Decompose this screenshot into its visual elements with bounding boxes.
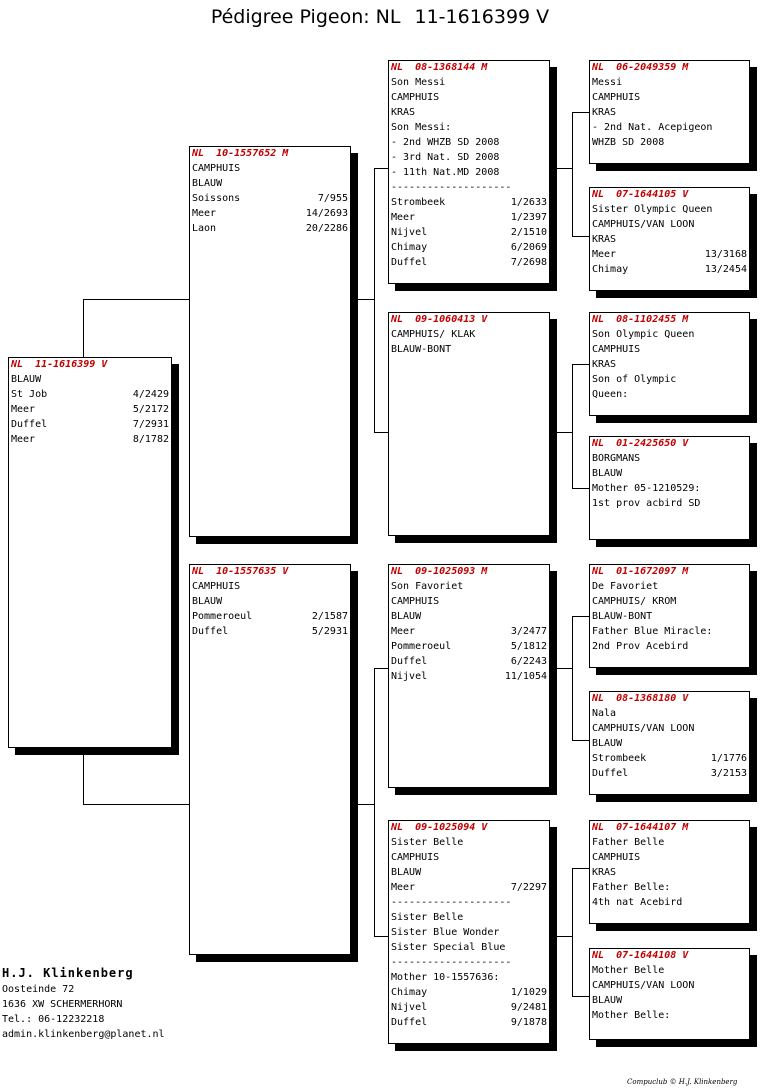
- line-label: Meer: [11, 434, 36, 445]
- line-label: De Favoriet: [592, 581, 659, 592]
- line-label: Son Messi:: [391, 122, 452, 133]
- line-result: 13/2454: [704, 264, 747, 275]
- line-label: Meer: [391, 626, 416, 637]
- line-label: --------------------: [391, 957, 512, 968]
- line-label: CAMPHUIS: [391, 852, 440, 863]
- card-father[interactable]: [189, 146, 351, 537]
- breeder-address: Oosteinde 72: [2, 984, 75, 995]
- line-label: Sister Special Blue: [391, 942, 506, 953]
- line-result: 6/2243: [510, 656, 547, 667]
- ring-number: NL 08-1368144 M: [391, 62, 488, 73]
- line-result: 5/2172: [132, 404, 169, 415]
- card-line: [590, 639, 749, 654]
- title-prefix: Pédigree Pigeon: NL: [210, 6, 401, 28]
- line-label: Son Olympic Queen: [592, 329, 695, 340]
- breeder-city: 1636 XW SCHERMERHORN: [2, 999, 123, 1010]
- connector: [572, 488, 589, 489]
- card-line: [190, 579, 350, 594]
- line-result: 4/2429: [132, 389, 169, 400]
- card-subject[interactable]: [8, 357, 172, 748]
- card-line: [389, 75, 549, 90]
- card-line: [389, 180, 549, 195]
- card-line: [9, 372, 171, 387]
- line-label: Duffel: [592, 768, 629, 779]
- line-result: 9/2481: [510, 1002, 547, 1013]
- connector: [357, 804, 374, 805]
- line-label: Duffel: [11, 419, 48, 430]
- card-line: [389, 327, 549, 342]
- line-label: 2nd Prov Acebird: [592, 641, 689, 652]
- ring-number: NL 09-1025093 M: [391, 566, 488, 577]
- card-line: [590, 865, 749, 880]
- line-label: Meer: [592, 249, 617, 260]
- card-line: [590, 850, 749, 865]
- line-label: CAMPHUIS: [192, 581, 241, 592]
- line-label: Father Blue Miracle:: [592, 626, 713, 637]
- line-label: - 2nd Nat. Acepigeon: [592, 122, 713, 133]
- line-label: Meer: [11, 404, 36, 415]
- card-line: [590, 481, 749, 496]
- card-line: [389, 835, 549, 850]
- card-line: [389, 925, 549, 940]
- card-line: [590, 387, 749, 402]
- line-label: Father Belle:: [592, 882, 671, 893]
- line-result: 1/1029: [510, 987, 547, 998]
- card-line: [590, 327, 749, 342]
- line-result: 6/2069: [510, 242, 547, 253]
- line-result: 11/1054: [504, 671, 547, 682]
- connector: [572, 740, 589, 741]
- card-line: [389, 105, 549, 120]
- connector: [374, 432, 388, 433]
- line-label: Pommeroeul: [192, 611, 253, 622]
- line-label: Nijvel: [391, 1002, 428, 1013]
- breeder-info: [2, 964, 165, 1042]
- card-line: [590, 895, 749, 910]
- line-label: Duffel: [391, 257, 428, 268]
- card-fmm[interactable]: [589, 436, 750, 540]
- ring-number: NL 07-1644107 M: [592, 822, 689, 833]
- card-line: [590, 217, 749, 232]
- line-label: KRAS: [592, 359, 617, 370]
- card-line: [590, 751, 749, 766]
- ring-number: NL 11-1616399 V: [11, 359, 108, 370]
- line-label: BLAUW-BONT: [391, 344, 452, 355]
- card-mfm[interactable]: [589, 691, 750, 795]
- card-line: [590, 135, 749, 150]
- line-label: CAMPHUIS/VAN LOON: [592, 219, 695, 230]
- ring-number: NL 08-1368180 V: [592, 693, 689, 704]
- card-line: [389, 90, 549, 105]
- line-label: Strombeek: [592, 753, 647, 764]
- line-label: - 3rd Nat. SD 2008: [391, 152, 500, 163]
- line-label: Son Favoriet: [391, 581, 464, 592]
- card-mff[interactable]: [589, 564, 750, 668]
- connector: [374, 668, 375, 936]
- breeder-name: H.J. Klinkenberg: [2, 966, 134, 980]
- footer-credit: Compuclub © H.J. Klinkenberg: [627, 1078, 738, 1086]
- card-line: [389, 955, 549, 970]
- card-line: [389, 135, 549, 150]
- line-label: CAMPHUIS/VAN LOON: [592, 980, 695, 991]
- card-line: [389, 240, 549, 255]
- card-line: [590, 357, 749, 372]
- line-label: Nijvel: [391, 671, 428, 682]
- card-line: [389, 1015, 549, 1030]
- line-label: --------------------: [391, 182, 512, 193]
- line-label: 1st prov acbird SD: [592, 498, 701, 509]
- line-result: 20/2286: [305, 223, 348, 234]
- card-line: [590, 579, 749, 594]
- card-fff[interactable]: [589, 60, 750, 164]
- line-result: 2/1510: [510, 227, 547, 238]
- card-line: [389, 579, 549, 594]
- line-result: 2/1587: [311, 611, 348, 622]
- card-line: [190, 609, 350, 624]
- connector: [556, 432, 572, 433]
- line-label: Messi: [592, 77, 623, 88]
- card-fm[interactable]: [388, 312, 550, 536]
- line-label: St Job: [11, 389, 48, 400]
- line-label: KRAS: [592, 867, 617, 878]
- card-line: [389, 970, 549, 985]
- card-line: [389, 865, 549, 880]
- line-label: Meer: [391, 882, 416, 893]
- connector: [83, 299, 84, 357]
- card-mf[interactable]: [388, 564, 550, 788]
- line-label: BLAUW: [592, 468, 623, 479]
- line-result: 5/1812: [510, 641, 547, 652]
- connector: [572, 996, 589, 997]
- card-line: [389, 639, 549, 654]
- card-line: [389, 1000, 549, 1015]
- line-result: 1/2397: [510, 212, 547, 223]
- ring-number: NL 09-1060413 V: [391, 314, 488, 325]
- card-line: [590, 105, 749, 120]
- card-ff[interactable]: [388, 60, 550, 284]
- connector: [572, 112, 589, 113]
- ring-number: NL 08-1102455 M: [592, 314, 689, 325]
- card-mmm[interactable]: [589, 948, 750, 1040]
- card-line: [389, 255, 549, 270]
- line-result: 7/2931: [132, 419, 169, 430]
- ring-number: NL 10-1557652 M: [192, 148, 289, 159]
- line-label: Sister Olympic Queen: [592, 204, 713, 215]
- card-line: [590, 766, 749, 781]
- line-label: Strombeek: [391, 197, 446, 208]
- line-label: BLAUW: [11, 374, 42, 385]
- line-label: Father Belle: [592, 837, 665, 848]
- line-label: CAMPHUIS: [192, 163, 241, 174]
- line-result: 1/2633: [510, 197, 547, 208]
- line-label: Sister Belle: [391, 912, 464, 923]
- line-result: 13/3168: [704, 249, 747, 260]
- line-label: BLAUW: [192, 596, 223, 607]
- card-ffm[interactable]: [589, 187, 750, 291]
- card-line: [590, 963, 749, 978]
- line-label: Duffel: [391, 656, 428, 667]
- card-fmf[interactable]: [589, 312, 750, 416]
- breeder-email[interactable]: admin.klinkenberg@planet.nl: [2, 1029, 165, 1040]
- card-line: [590, 247, 749, 262]
- connector: [572, 364, 589, 365]
- line-label: - 2nd WHZB SD 2008: [391, 137, 500, 148]
- line-label: CAMPHUIS: [592, 852, 641, 863]
- card-line: [190, 221, 350, 236]
- line-label: KRAS: [592, 234, 617, 245]
- card-line: [190, 191, 350, 206]
- line-label: Soissons: [192, 193, 241, 204]
- card-line: [389, 895, 549, 910]
- line-label: Mother 10-1557636:: [391, 972, 500, 983]
- line-label: Mother 05-1210529:: [592, 483, 701, 494]
- line-result: 7/2698: [510, 257, 547, 268]
- line-label: BLAUW: [391, 611, 422, 622]
- card-line: [590, 706, 749, 721]
- line-label: BLAUW-BONT: [592, 611, 653, 622]
- line-label: Chimay: [391, 242, 428, 253]
- line-label: CAMPHUIS: [391, 596, 440, 607]
- line-result: 3/2477: [510, 626, 547, 637]
- line-label: CAMPHUIS/ KROM: [592, 596, 677, 607]
- connector: [374, 668, 388, 669]
- connector: [556, 668, 572, 669]
- connector: [374, 936, 388, 937]
- line-label: Chimay: [592, 264, 629, 275]
- card-line: [590, 232, 749, 247]
- connector: [374, 168, 375, 432]
- connector: [572, 364, 573, 488]
- line-label: Queen:: [592, 389, 629, 400]
- breeder-tel: Tel.: 06-12232218: [2, 1014, 105, 1025]
- line-result: 5/2931: [311, 626, 348, 637]
- card-line: [590, 594, 749, 609]
- card-line: [590, 721, 749, 736]
- card-line: [590, 835, 749, 850]
- card-line: [190, 206, 350, 221]
- line-label: BLAUW: [592, 995, 623, 1006]
- card-line: [590, 120, 749, 135]
- line-label: Nala: [592, 708, 617, 719]
- card-line: [190, 161, 350, 176]
- line-label: KRAS: [391, 107, 416, 118]
- ring-number: NL 01-2425650 V: [592, 438, 689, 449]
- card-line: [389, 880, 549, 895]
- line-result: 7/2297: [510, 882, 547, 893]
- line-label: Duffel: [391, 1017, 428, 1028]
- card-line: [389, 669, 549, 684]
- card-line: [389, 609, 549, 624]
- card-line: [590, 202, 749, 217]
- card-line: [190, 594, 350, 609]
- title-ring: 11-1616399 V: [414, 6, 550, 28]
- connector: [83, 748, 84, 804]
- card-line: [389, 654, 549, 669]
- card-line: [389, 210, 549, 225]
- ring-number: NL 07-1644108 V: [592, 950, 689, 961]
- card-mmf[interactable]: [589, 820, 750, 924]
- line-label: Meer: [192, 208, 217, 219]
- card-line: [590, 1008, 749, 1023]
- card-line: [590, 736, 749, 751]
- line-label: Mother Belle: [592, 965, 665, 976]
- connector: [83, 804, 189, 805]
- line-label: Son of Olympic: [592, 374, 677, 385]
- card-line: [590, 466, 749, 481]
- card-line: [590, 90, 749, 105]
- line-label: BLAUW: [592, 738, 623, 749]
- line-result: 9/1878: [510, 1017, 547, 1028]
- line-label: --------------------: [391, 897, 512, 908]
- card-mm[interactable]: [388, 820, 550, 1044]
- line-result: 1/1776: [710, 753, 747, 764]
- card-line: [389, 120, 549, 135]
- connector: [374, 168, 388, 169]
- card-line: [389, 225, 549, 240]
- card-line: [389, 195, 549, 210]
- connector: [572, 236, 589, 237]
- card-line: [389, 165, 549, 180]
- card-line: [590, 372, 749, 387]
- page-title: [0, 6, 760, 28]
- line-label: Duffel: [192, 626, 229, 637]
- card-line: [590, 496, 749, 511]
- line-label: Chimay: [391, 987, 428, 998]
- card-line: [389, 985, 549, 1000]
- line-label: Laon: [192, 223, 217, 234]
- line-label: CAMPHUIS/ KLAK: [391, 329, 476, 340]
- card-line: [389, 940, 549, 955]
- line-label: CAMPHUIS: [592, 344, 641, 355]
- line-label: Pommeroeul: [391, 641, 452, 652]
- connector: [572, 616, 589, 617]
- line-label: BLAUW: [391, 867, 422, 878]
- line-label: KRAS: [592, 107, 617, 118]
- ring-number: NL 10-1557635 V: [192, 566, 289, 577]
- card-line: [590, 993, 749, 1008]
- ring-number: NL 01-1672097 M: [592, 566, 689, 577]
- card-line: [590, 880, 749, 895]
- card-line: [190, 624, 350, 639]
- card-line: [389, 910, 549, 925]
- card-line: [590, 978, 749, 993]
- card-line: [389, 624, 549, 639]
- line-label: Meer: [391, 212, 416, 223]
- line-label: Sister Blue Wonder: [391, 927, 500, 938]
- line-label: Son Messi: [391, 77, 446, 88]
- ring-number: NL 07-1644105 V: [592, 189, 689, 200]
- line-result: 8/1782: [132, 434, 169, 445]
- card-mother[interactable]: [189, 564, 351, 955]
- line-label: CAMPHUIS/VAN LOON: [592, 723, 695, 734]
- line-label: - 11th Nat.MD 2008: [391, 167, 500, 178]
- line-result: 7/955: [317, 193, 348, 204]
- connector: [357, 299, 374, 300]
- line-label: Nijvel: [391, 227, 428, 238]
- card-line: [9, 387, 171, 402]
- connector: [572, 616, 573, 740]
- card-line: [590, 342, 749, 357]
- line-result: 3/2153: [710, 768, 747, 779]
- line-label: CAMPHUIS: [592, 92, 641, 103]
- line-label: Mother Belle:: [592, 1010, 671, 1021]
- card-line: [389, 150, 549, 165]
- card-line: [9, 402, 171, 417]
- card-line: [590, 624, 749, 639]
- card-line: [590, 75, 749, 90]
- card-line: [9, 432, 171, 447]
- line-result: 14/2693: [305, 208, 348, 219]
- card-line: [389, 850, 549, 865]
- connector: [572, 868, 573, 996]
- connector: [556, 936, 572, 937]
- connector: [572, 112, 573, 236]
- connector: [83, 299, 189, 300]
- card-line: [590, 609, 749, 624]
- line-label: BLAUW: [192, 178, 223, 189]
- line-label: 4th nat Acebird: [592, 897, 683, 908]
- card-line: [190, 176, 350, 191]
- card-line: [9, 417, 171, 432]
- card-line: [389, 594, 549, 609]
- card-line: [590, 262, 749, 277]
- line-label: BORGMANS: [592, 453, 641, 464]
- line-label: WHZB SD 2008: [592, 137, 665, 148]
- connector: [556, 168, 572, 169]
- card-line: [590, 451, 749, 466]
- card-line: [389, 342, 549, 357]
- ring-number: NL 06-2049359 M: [592, 62, 689, 73]
- line-label: CAMPHUIS: [391, 92, 440, 103]
- line-label: Sister Belle: [391, 837, 464, 848]
- ring-number: NL 09-1025094 V: [391, 822, 488, 833]
- connector: [572, 868, 589, 869]
